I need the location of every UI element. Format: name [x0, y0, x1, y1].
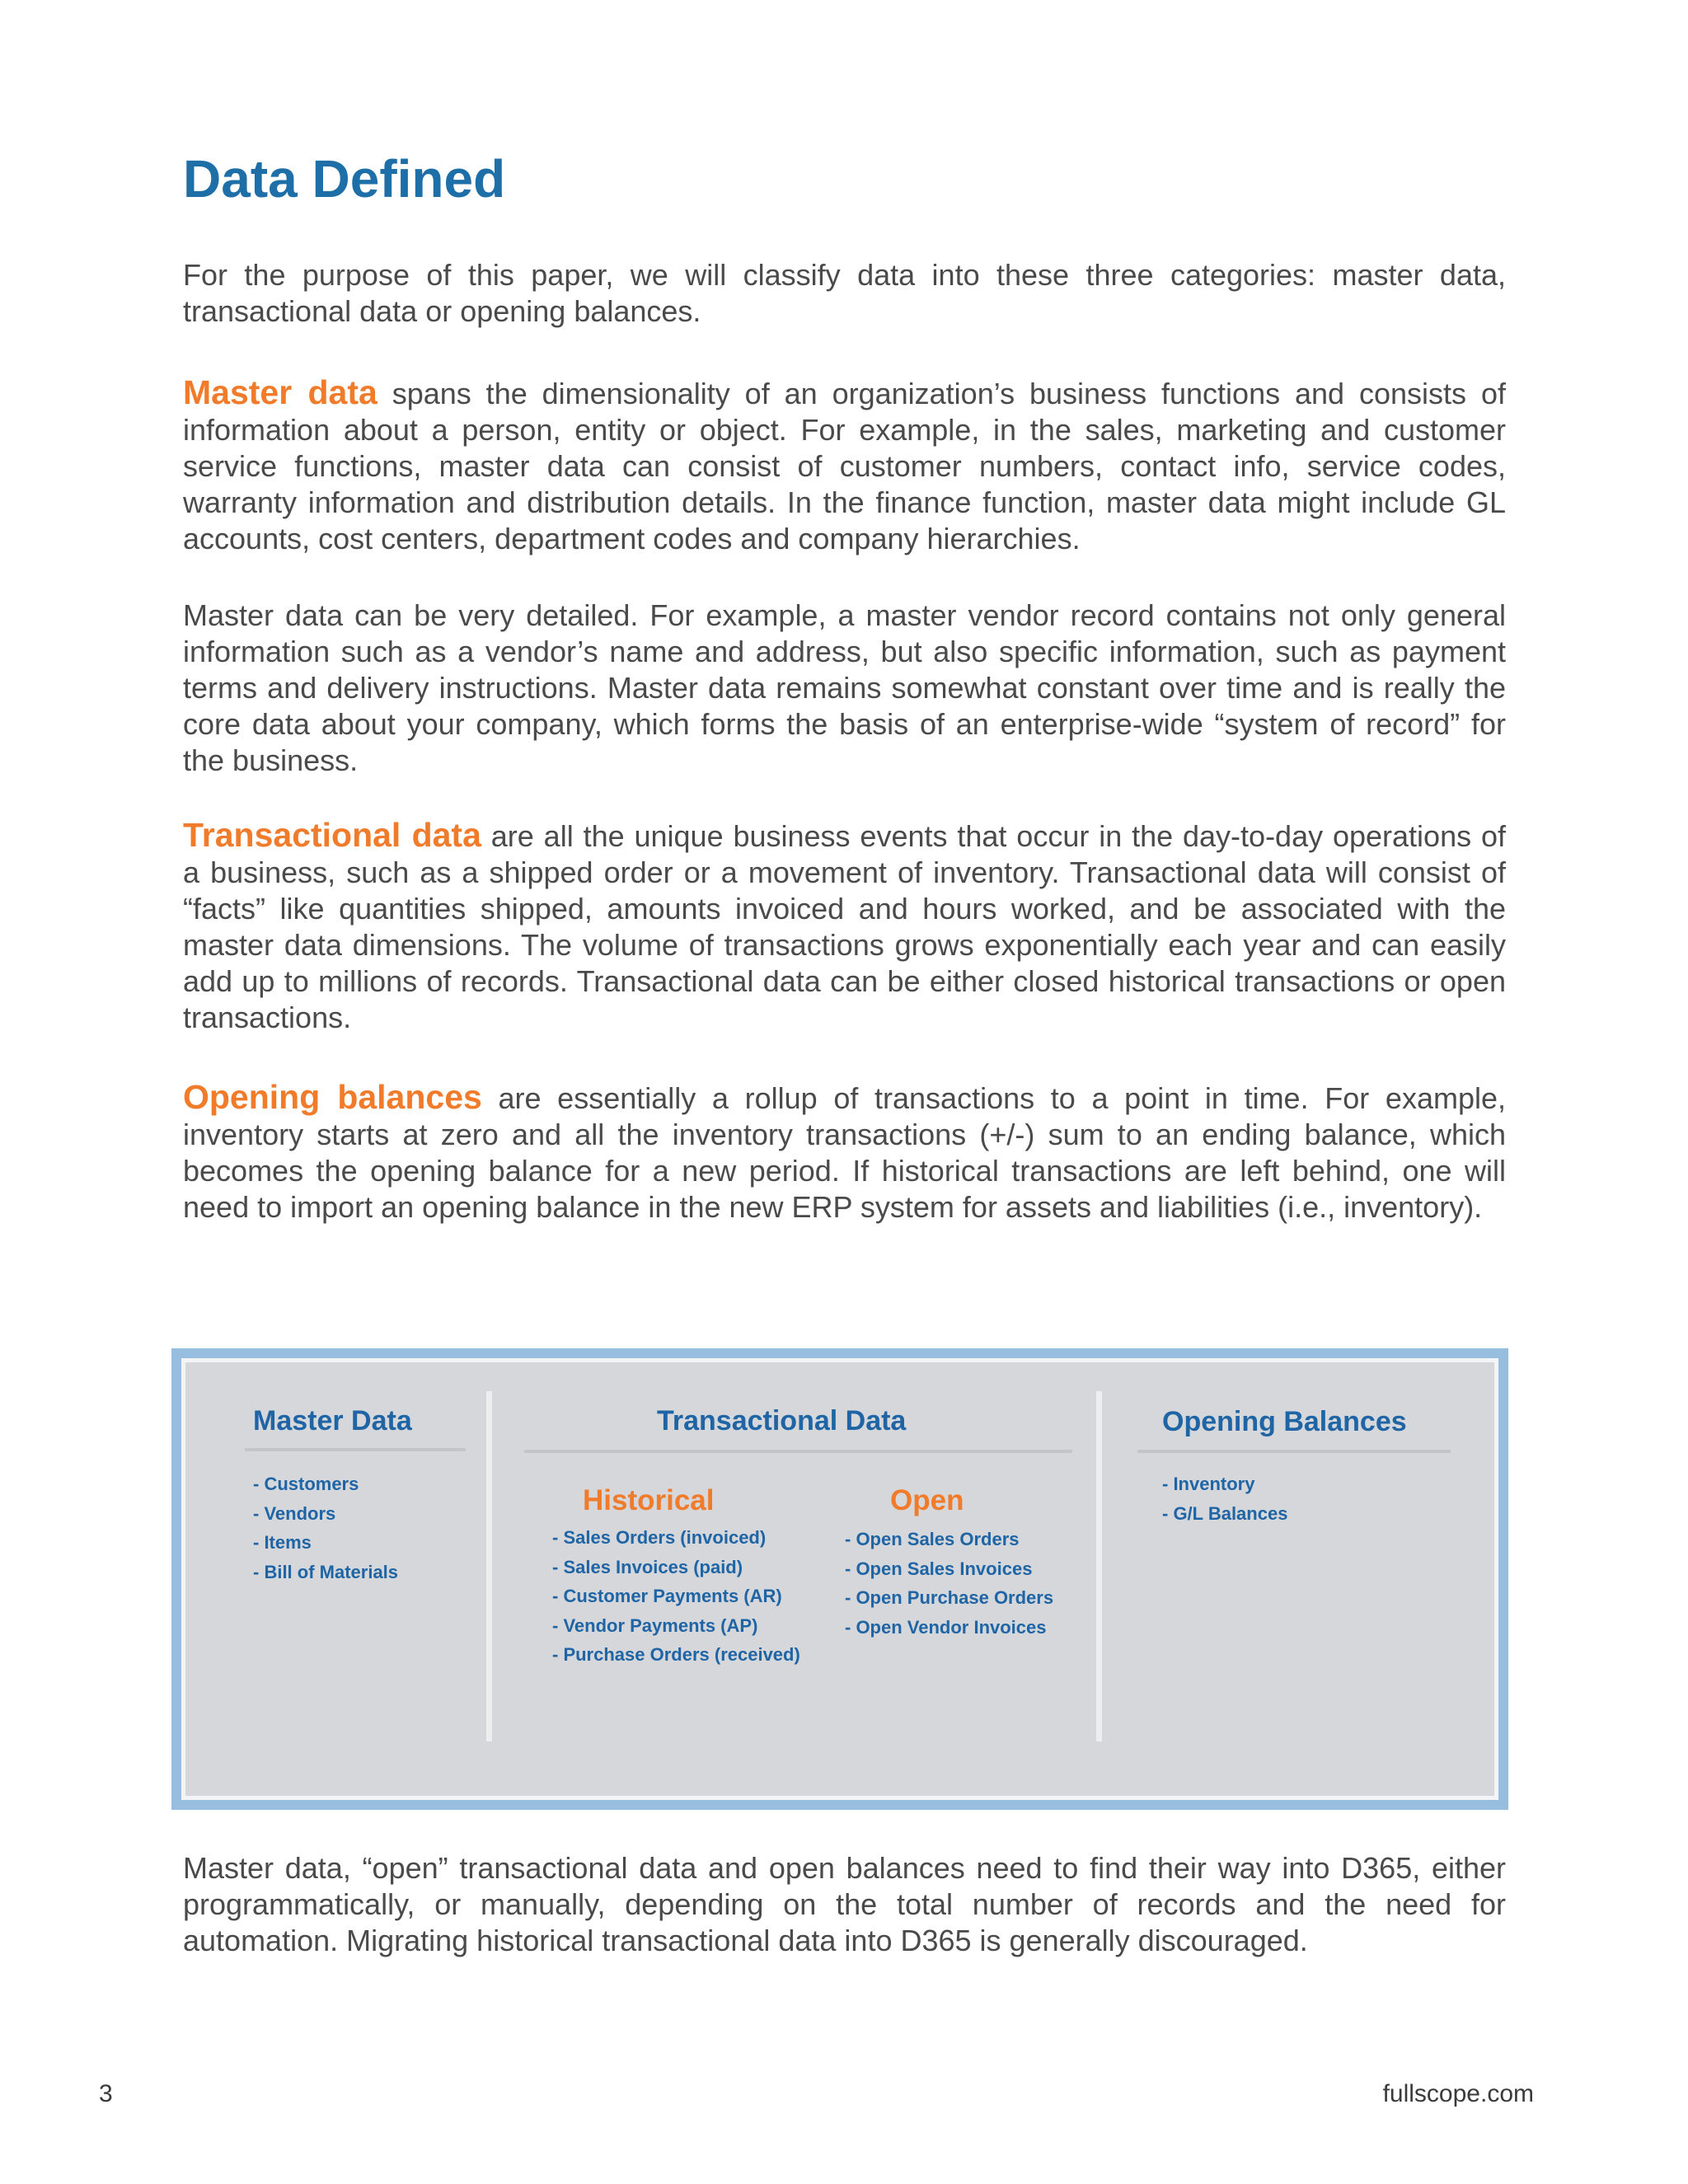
master-data-list	[253, 1469, 398, 1586]
data-categories-diagram	[171, 1348, 1508, 1810]
list-item: - Bill of Materials	[253, 1561, 399, 1582]
open-list	[845, 1525, 1053, 1642]
historical-list	[552, 1523, 800, 1670]
opening-balances-rule	[1137, 1450, 1451, 1453]
column-divider	[486, 1391, 492, 1741]
list-item: - Customers	[253, 1474, 359, 1494]
opening-balances-paragraph	[183, 1079, 1506, 1226]
list-item: - Inventory	[1162, 1474, 1255, 1494]
opening-balances-list	[1162, 1469, 1287, 1528]
list-item: - Open Vendor Invoices	[845, 1616, 1047, 1638]
master-data-heading: Master Data	[253, 1405, 412, 1436]
page-number: 3	[99, 2080, 113, 2107]
list-item: - Sales Orders (invoiced)	[552, 1527, 767, 1548]
transactional-data-heading: Transactional Data	[657, 1405, 907, 1436]
opening-balances-text: are essentially a rollup of transactions to a point in time. For example, inventory starts at zero and all the inventory transactions (+/-) sum to an ending balance, which becomes the opening balance for a new period. If historical transactions are left behind, one will need to import an opening balance in the new ERP system for assets and liabilities (i.e., inventory).	[183, 1081, 1506, 1224]
open-heading: Open	[890, 1484, 964, 1516]
transactional-data-lead: Transactional data	[183, 816, 481, 854]
list-item: - Vendor Payments (AP)	[552, 1615, 758, 1636]
list-item: - Open Sales Invoices	[845, 1558, 1033, 1579]
master-data-text: spans the dimensionality of an organization’s business functions and consists of information about a person, entity or object. For example, in the sales, marketing and customer service functions, master data can consist of customer numbers, contact info, service codes, warranty information and distribution details. In the finance function, master data might include GL accounts, cost centers, department codes and company hierarchies.	[183, 377, 1506, 555]
list-item: - Sales Invoices (paid)	[552, 1556, 743, 1577]
list-item: - Items	[253, 1532, 312, 1553]
transactional-data-rule	[524, 1450, 1072, 1453]
master-data-detail-paragraph: Master data can be very detailed. For example, a master vendor record contains not only general information such as a vendor’s name and address, but also specific information, such as payment terms and delivery instructions. Master data remains somewhat constant over time and is really the core data about your company, which forms the basis of an enterprise-wide “system of record” for the business.	[183, 598, 1506, 777]
page-title: Data Defined	[183, 149, 506, 209]
list-item: - Open Sales Orders	[845, 1529, 1020, 1549]
list-item: - Open Purchase Orders	[845, 1587, 1054, 1608]
transactional-data-paragraph	[183, 817, 1506, 1036]
footer-website: fullscope.com	[1382, 2080, 1534, 2107]
list-item: - G/L Balances	[1162, 1502, 1288, 1524]
transactional-data-text: are all the unique business events that occur in the day-to-day operations of a business, such as a shipped order or a movement of inventory. Transactional data will consist of “facts” like quantities shipped, amounts invoiced and hours worked, and be associated with the master data dimensions. The volume of transactions grows exponentially each year and can easily add up to millions of records. Transactional data can be either closed historical transactions or open transactions.	[183, 819, 1506, 1034]
master-data-paragraph	[183, 374, 1506, 557]
master-data-rule	[245, 1448, 466, 1451]
column-divider	[1096, 1391, 1102, 1741]
list-item: - Customer Payments (AR)	[552, 1586, 782, 1606]
master-data-lead: Master data	[183, 373, 377, 411]
opening-balances-lead: Opening balances	[183, 1078, 482, 1116]
closing-paragraph: Master data, “open” transactional data and open balances need to find their way into D365, either programmatically, or manually, depending on the total number of records and the need for automation. Migrating historical transactional data into D365 is generally discouraged.	[183, 1851, 1506, 1957]
diagram-inner-panel	[181, 1358, 1498, 1800]
opening-balances-heading: Opening Balances	[1162, 1406, 1407, 1437]
list-item: - Vendors	[253, 1502, 336, 1524]
intro-paragraph: For the purpose of this paper, we will classify data into these three categories: master data, transactional data or opening balances.	[183, 258, 1506, 328]
historical-heading: Historical	[583, 1484, 715, 1516]
list-item: - Purchase Orders (received)	[552, 1644, 800, 1665]
